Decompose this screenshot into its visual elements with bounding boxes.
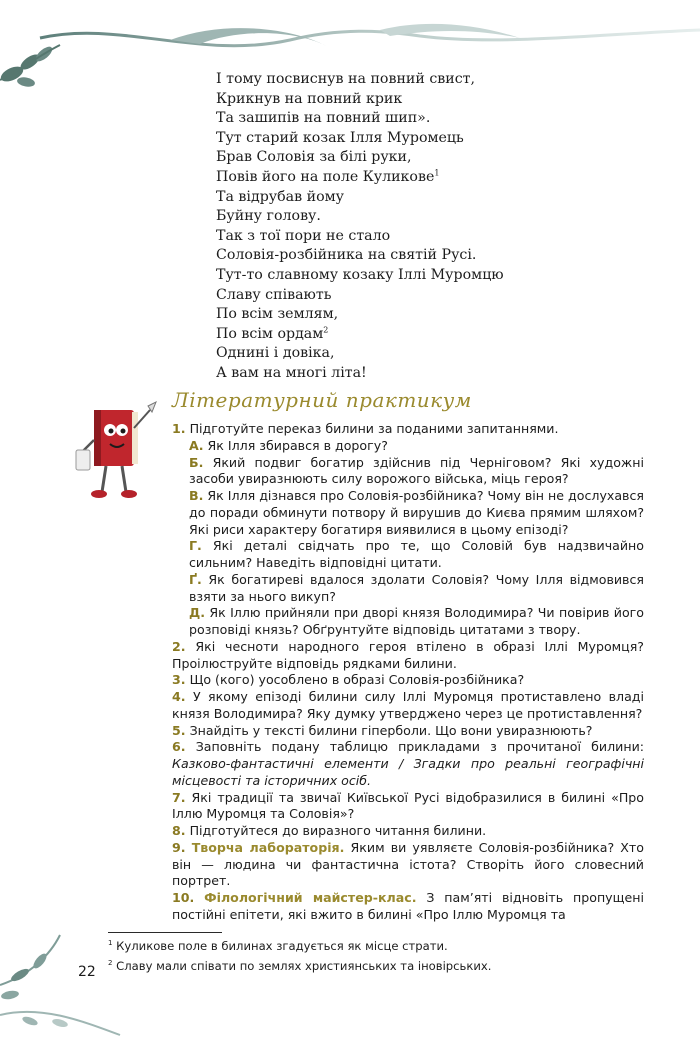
page-number: 22 — [78, 964, 96, 980]
poem-line: І тому посвиснув на повний свист, — [216, 71, 476, 87]
task-8 — [172, 823, 644, 840]
poem-line: Буйну голову. — [216, 208, 321, 225]
poem-line: Соловія-розбійника на святій Русі. — [216, 247, 477, 264]
poem-line: Брав Соловія за білі руки, — [216, 149, 412, 166]
bottom-floral-ornament — [0, 925, 140, 1037]
task-3 — [172, 672, 644, 689]
subtask-text: Як Іллю прийняли при дворі князя Володимира? Чи повірив його розповіді князь? Обґрунтуйте відповідь цитатами з твору. — [189, 605, 644, 637]
footnotes — [108, 936, 648, 976]
task-1 — [172, 421, 644, 438]
subtask-text: Як Ілля дізнався про Соловія-розбійника? Чому він не дослухався до поради обминути потвору й вирушив до Києва прямим шляхом? Які риси характеру богатиря виявилися в цьому епізоді? — [189, 488, 644, 537]
task-rubric: Творча лабораторія. — [191, 839, 345, 855]
subtask-text: Як Ілля збирався в дорогу? — [207, 437, 388, 453]
practicum-tasks — [172, 421, 644, 924]
task-text: Підготуйтеся до виразного читання билини. — [189, 823, 487, 838]
subtask-text: Який подвиг богатир здійснив під Черніговом? Які художні засоби увиразнюють силу ворожого війська, міць героя? — [189, 454, 644, 487]
task-number: 8. — [172, 823, 186, 838]
poem-block — [216, 70, 646, 384]
poem-line: Та зашипів на повний шип». — [216, 110, 431, 127]
task-rubric: Філологічний майстер-клас. — [204, 890, 417, 905]
section-heading: Літературний практикум — [172, 388, 472, 412]
poem-line: Та відрубав йому — [216, 188, 344, 205]
poem-line: Славу співають — [216, 286, 332, 303]
task-table-headings: Казково-фантастичні елементи / Згадки про реальні географічні місцевості та історичних осіб. — [172, 756, 644, 788]
task-number: 10. — [172, 890, 195, 905]
poem-line: Так з тої пори не стало — [216, 227, 391, 244]
task-text: Що (кого) уособлено в образі Соловія-розбійника? — [189, 672, 525, 688]
subtask-letter: В. — [189, 488, 204, 503]
subtask-letter: Г. — [189, 538, 202, 554]
task-number: 5. — [172, 722, 186, 738]
book-mascot-icon — [72, 400, 168, 512]
task-9 — [172, 840, 644, 890]
task-text: Знайдіть у тексті билини гіперболи. Що вони увиразнюють? — [189, 722, 593, 738]
poem-line: По всім ордам$^2$ — [216, 324, 329, 342]
task-5 — [172, 723, 644, 740]
footnote-text: Куликове поле в билинах згадується як місце страти. — [116, 939, 448, 953]
subtask-text: Як богатиреві вдалося здолати Соловія? Чому Ілля відмовився взяти за нього викуп? — [189, 571, 644, 604]
task-number: 1. — [172, 421, 186, 436]
subtask-a — [172, 438, 644, 455]
subtask-h — [172, 538, 644, 572]
subtask-letter: Д. — [189, 605, 206, 621]
task-number: 3. — [172, 672, 186, 688]
footnote-2 — [108, 956, 648, 976]
subtask-v — [172, 488, 644, 538]
footnote-text: Славу мали співати по землях християнських та іновірських. — [116, 959, 492, 973]
footnote-1 — [108, 936, 648, 956]
subtask-letter: Ґ. — [189, 571, 202, 587]
poem-line: А вам на многі літа! — [216, 364, 367, 381]
task-number: 6. — [172, 739, 186, 755]
task-7 — [172, 790, 644, 824]
subtask-g — [172, 572, 644, 606]
task-text: З пам’яті відновіть пропущені постійні епітети, які вжито в билині «Про Іллю Муромця та — [172, 890, 644, 922]
subtask-b — [172, 455, 644, 489]
task-10 — [172, 890, 644, 924]
task-4 — [172, 689, 644, 723]
footnote-mark: 2 — [108, 959, 113, 968]
footnote-mark: 1 — [108, 939, 113, 948]
poem-line: Тут-то славному козаку Іллі Муромцю — [216, 266, 504, 283]
subtask-text: Які деталі свідчать про те, що Соловій був надзвичайно сильним? Наведіть відповідні цитати. — [189, 538, 644, 570]
task-text: Підготуйте переказ билини за поданими запитаннями. — [189, 421, 559, 436]
poem-line: Однині і довіка, — [216, 345, 335, 362]
task-text: Заповніть подану таблицю прикладами з прочитаної билини: — [195, 739, 644, 755]
subtask-letter: Б. — [189, 454, 204, 470]
task-number: 2. — [172, 638, 186, 654]
poem-line: По всім землям, — [216, 306, 339, 323]
task-number: 7. — [172, 789, 186, 805]
subtask-letter: А. — [189, 437, 204, 453]
poem-line: Повів його на поле Куликове$^1$ — [216, 168, 440, 185]
task-2 — [172, 639, 644, 673]
task-text: Які традиції та звичаї Київської Русі відобразилися в билині «Про Іллю Муромця та Соловія»? — [172, 789, 644, 822]
poem-line: Крикнув на повний крик — [216, 90, 403, 107]
task-number: 4. — [172, 689, 186, 704]
task-number: 9. — [172, 839, 186, 855]
task-text: Які чесноти народного героя втілено в образі Іллі Муромця? Проілюструйте відповідь рядками билини. — [172, 638, 644, 671]
task-6 — [172, 739, 644, 789]
poem-line: Тут старий козак Ілля Муромець — [216, 129, 464, 146]
task-text: У якому епізоді билини силу Іллі Муромця протиставлено владі князя Володимира? Яку думку утверджено через це протиставлення? — [172, 689, 644, 721]
subtask-d — [172, 605, 644, 639]
task-text: Яким ви уявляєте Соловія-розбійника? Хто він — людина чи фантастична істота? Створіть його словесний портрет. — [172, 839, 644, 889]
footnote-ref: 1 — [434, 168, 440, 178]
footnote-ref: 2 — [323, 324, 329, 334]
